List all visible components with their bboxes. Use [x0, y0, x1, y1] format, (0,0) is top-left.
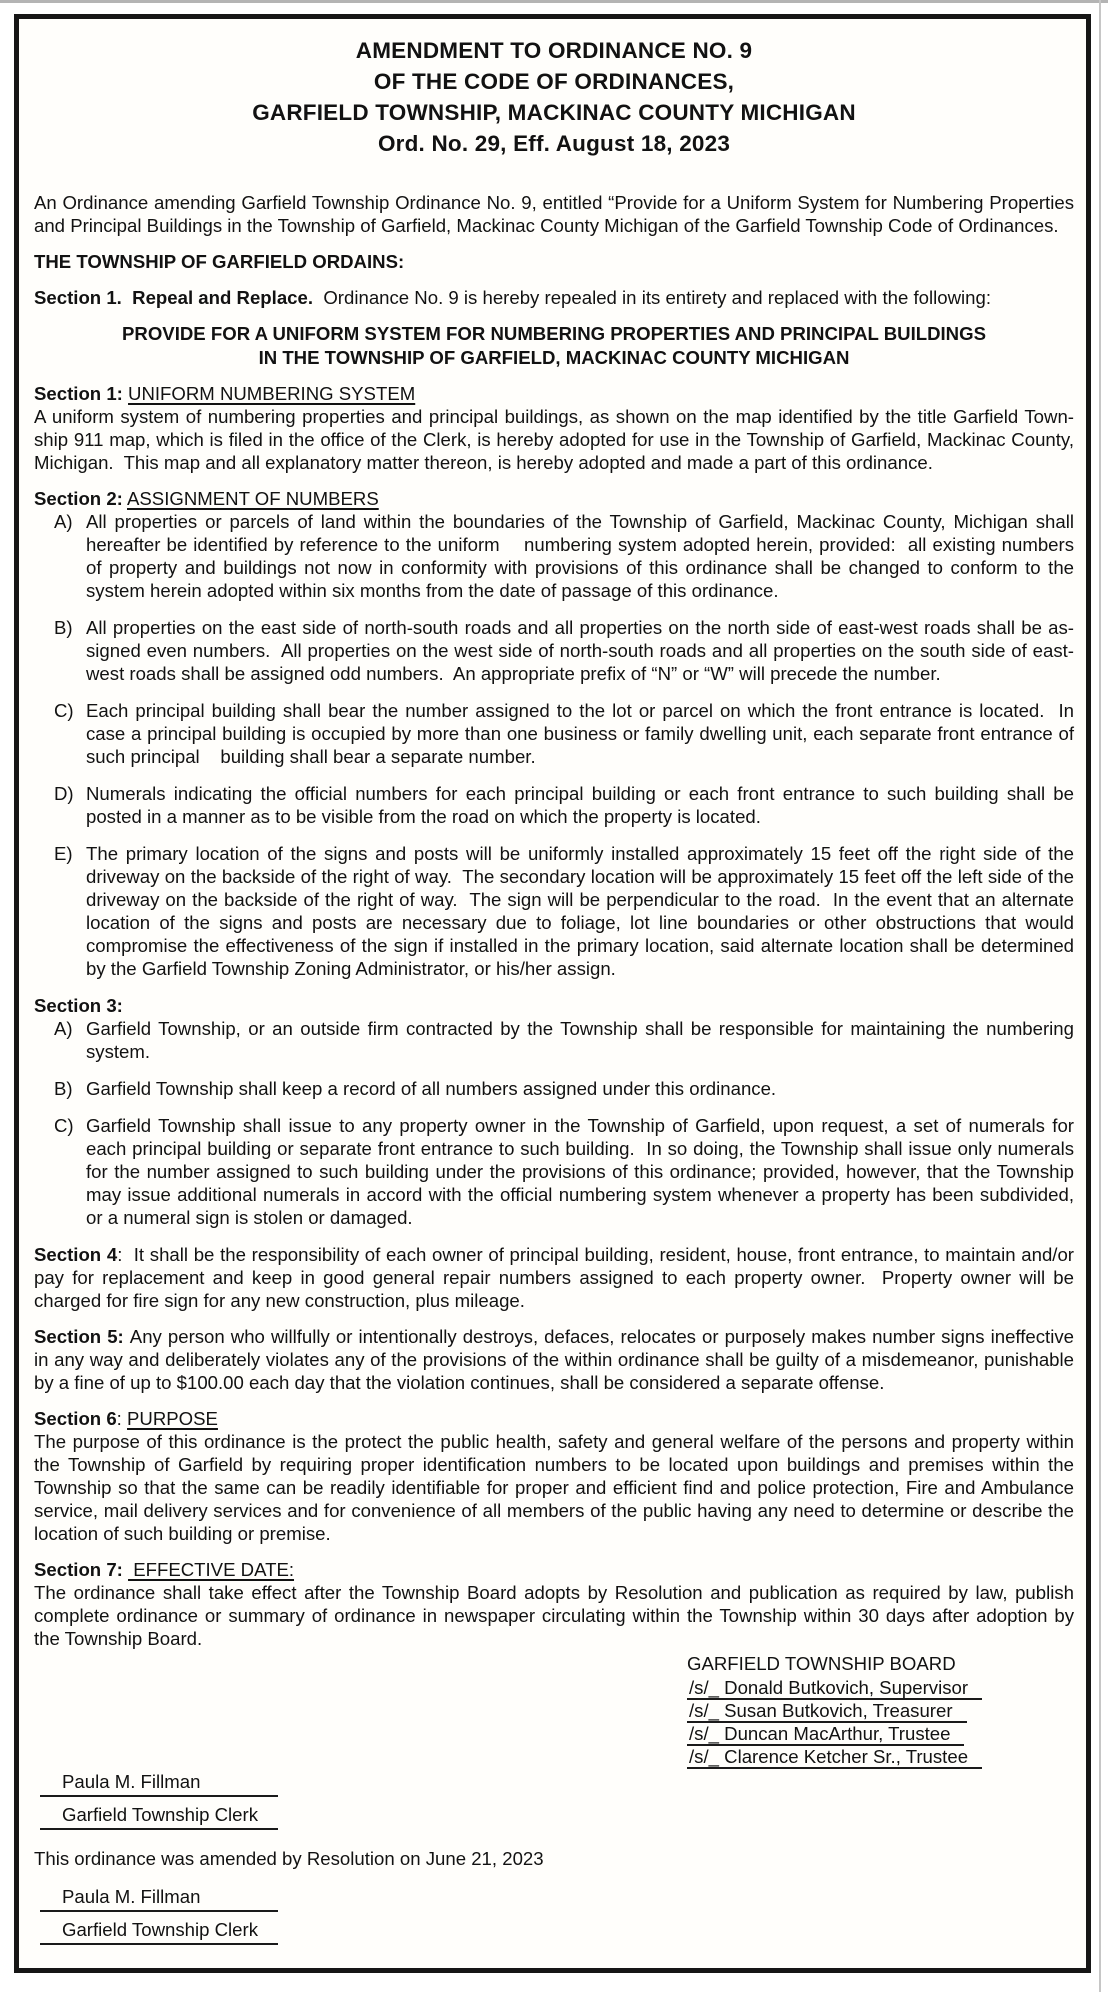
item-text: The primary location of the signs and posts will be uniformly installed approximately 15 feet off the right side of the driveway on the backside of the right of way. The secondary location will be approximately 15 feet off the left side of the driveway on the backside of the right of way. The sign will be perpendicular to the road. In the event that an alternate location of the signs and posts are necessary due to foliage, lot line boundaries or other obstructions that would compromise the effectiveness of the sign if installed in the primary location, said alternate location shall be determined by the Garfield Township Zoning Administrator, or his/her assign.: [86, 843, 1074, 979]
item-text: Numerals indicating the official numbers for each principal building or each front entrance to such building shall be posted in a manner as to be visible from the road on which the property is located.: [86, 783, 1074, 827]
title-line-1: AMENDMENT TO ORDINANCE NO. 9: [355, 38, 753, 63]
provide-heading-line-2: IN THE TOWNSHIP OF GARFIELD, MACKINAC COUNTY MICHIGAN: [258, 347, 850, 368]
item-marker: D): [54, 783, 74, 804]
signature-line-supervisor: /s/_ Donald Butkovich, Supervisor: [687, 1678, 982, 1700]
section-7-body: The ordinance shall take effect after the Township Board adopts by Resolution and publication as required by law, publish complete ordinance or summary of ordinance in newspaper circulating within the Township within 30 days after adoption by the Township Board.: [34, 1582, 1074, 1649]
section-5-paragraph: [34, 1325, 1074, 1394]
section-2-item-d: [34, 782, 1074, 828]
intro-paragraph: An Ordinance amending Garfield Township Ordinance No. 9, entitled “Provide for a Uniform System for Numbering Properties and Principal Buildings in the Township of Garfield, Mackinac County Michigan of the Garfield Township Code of Ordinances.: [34, 192, 1074, 236]
signature-row: [687, 1699, 1074, 1722]
ordains-heading: THE TOWNSHIP OF GARFIELD ORDAINS:: [34, 251, 405, 272]
clerk-name-line: Paula M. Fillman: [40, 1885, 278, 1912]
section-1-heading-text: UNIFORM NUMBERING SYSTEM: [128, 383, 416, 404]
section-4-text: : It shall be the responsibility of each owner of principal building, resident, house, front entrance, to maintain and/or pay for replacement and keep in good general repair numbers assigned to each property owner. Property owner will be charged for fire sign for any new construction, plus mileage.: [34, 1244, 1075, 1311]
section-1-heading: [34, 382, 1074, 405]
clerk-title-line: Garfield Township Clerk: [40, 1803, 278, 1830]
signature-line-trustee-1: /s/_ Duncan MacArthur, Trustee: [687, 1724, 964, 1746]
section-3-item-c: [34, 1114, 1074, 1229]
section-1-label: Section 1:: [34, 383, 123, 404]
board-title: GARFIELD TOWNSHIP BOARD: [687, 1653, 956, 1674]
signature-line-treasurer: /s/_ Susan Butkovich, Treasurer: [687, 1701, 967, 1723]
section-6-heading-text: PURPOSE: [127, 1408, 218, 1429]
item-marker: B): [54, 617, 73, 638]
clerk-name-row: [40, 1885, 1074, 1912]
section-6-separator: :: [116, 1408, 128, 1429]
title-line-4: Ord. No. 29, Eff. August 18, 2023: [377, 131, 731, 156]
section-4-label: Section 4: [34, 1244, 118, 1265]
amended-note: This ordinance was amended by Resolution on June 21, 2023: [34, 1848, 544, 1869]
clerk-title-line: Garfield Township Clerk: [40, 1918, 278, 1945]
section-2-item-e: [34, 842, 1074, 980]
item-text: All properties or parcels of land within the boundaries of the Township of Garfield, Mackinac County, Michigan shall hereafter be identified by reference to the uniform numbering system adopted herein, provided: all existing numbers of property and buildings not now in conformity with provisions of this ordinance shall be changed to conform to the system herein adopted within six months from the date of passage of this ordinance.: [86, 511, 1074, 601]
signature-line-trustee-2: /s/_ Clarence Ketcher Sr., Trustee: [687, 1747, 982, 1769]
item-marker: A): [54, 511, 73, 532]
section-1-repeal-paragraph: [34, 286, 1074, 309]
item-marker: C): [54, 1115, 74, 1136]
section-6-body: The purpose of this ordinance is the protect the public health, safety and general welfare of the persons and property within the Township of Garfield by requiring proper identification numbers to be located upon buildings and premises within the Township so that the same can be readily identifiable for proper and efficient find and police protection, Fire and Ambulance service, mail delivery services and for convenience of all members of the public having any need to determine or describe the location of such building or premise.: [34, 1431, 1074, 1544]
section-6-label: Section 6: [34, 1408, 117, 1429]
board-signature-block: [687, 1652, 1074, 1768]
clerk-signature-block-1: [40, 1770, 1074, 1830]
section-2-item-b: [34, 616, 1074, 685]
section-2-item-a: [34, 510, 1074, 602]
section-1-repeal-text: Ordinance No. 9 is hereby repealed in its entirety and replaced with the following:: [313, 287, 992, 308]
item-text: Garfield Township, or an outside firm contracted by the Township shall be responsible for maintaining the numbering system.: [86, 1018, 1074, 1062]
item-text: Garfield Township shall keep a record of all numbers assigned under this ordinance.: [86, 1078, 777, 1099]
item-marker: C): [54, 700, 74, 721]
title-line-2: OF THE CODE OF ORDINANCES,: [373, 69, 735, 94]
provide-heading-line-1: PROVIDE FOR A UNIFORM SYSTEM FOR NUMBERING PROPERTIES AND PRINCIPAL BUILDINGS: [122, 323, 986, 344]
item-text: All properties on the east side of north-south roads and all properties on the north side of east-west roads shall be assigned even numbers. All properties on the west side of north-south roads and all properties on the south side of east-west roads shall be assigned odd numbers. An appropriate prefix of “N” or “W” will precede the number.: [86, 617, 1074, 684]
scan-artifact-top: [0, 0, 1108, 3]
clerk-title-row: [40, 1918, 1074, 1945]
signature-row: [687, 1676, 1074, 1699]
section-2-item-c: [34, 699, 1074, 768]
ordinance-document: [14, 14, 1091, 1973]
item-marker: A): [54, 1018, 73, 1039]
clerk-name-line: Paula M. Fillman: [40, 1770, 278, 1797]
section-6-heading: [34, 1407, 1074, 1430]
clerk-signature-block-2: [40, 1885, 1074, 1945]
section-7-label: Section 7:: [34, 1559, 123, 1580]
section-2-heading: [34, 487, 1074, 510]
provide-heading: [34, 322, 1074, 370]
section-3-item-b: [34, 1077, 1074, 1100]
section-3-heading: Section 3:: [34, 995, 123, 1016]
section-2-heading-text: ASSIGNMENT OF NUMBERS: [127, 488, 379, 509]
item-marker: E): [54, 843, 73, 864]
item-marker: B): [54, 1078, 73, 1099]
clerk-name-row: [40, 1770, 1074, 1797]
item-text: Garfield Township shall issue to any property owner in the Township of Garfield, upon request, a set of numerals for each principal building or separate front entrance to such building. In so doing, the Township shall issue only numerals for the number assigned to such building under the provisions of this ordinance; provided, however, that the Township may issue additional numerals in accord with the official numbering system whenever a property has been subdivided, or a numeral sign is stolen or damaged.: [86, 1115, 1074, 1228]
section-4-paragraph: [34, 1243, 1074, 1312]
section-5-text: Any person who willfully or intentionally destroys, defaces, relocates or purposely makes number signs ineffective in any way and deliberately violates any of the provisions of the within ordinance shall be guilty of a misdemeanor, punishable by a fine of up to $100.00 each day that the violation continues, shall be considered a separate offense.: [34, 1326, 1074, 1393]
scan-artifact-right: [1099, 0, 1101, 1992]
section-1-body: A uniform system of numbering properties and principal buildings, as shown on the map identified by the title Garfield Township 911 map, which is filed in the office of the Clerk, is hereby adopted for use in the Township of Garfield, Mackinac County, Michigan. This map and all explanatory matter thereon, is hereby adopted and made a part of this ordinance.: [34, 406, 1074, 473]
item-text: Each principal building shall bear the number assigned to the lot or parcel on which the front entrance is located. In case a principal building is occupied by more than one business or family dwelling unit, each separate front entrance of such principal building shall bear a separate number.: [86, 700, 1074, 767]
signature-row: [687, 1722, 1074, 1745]
document-title: [34, 35, 1074, 159]
clerk-title-row: [40, 1803, 1074, 1830]
signature-row: [687, 1745, 1074, 1768]
section-5-label: Section 5:: [34, 1326, 124, 1347]
section-1-repeal-label: Section 1. Repeal and Replace.: [34, 287, 314, 308]
section-7-heading: [34, 1558, 1074, 1581]
section-3-item-a: [34, 1017, 1074, 1063]
section-7-heading-text: EFFECTIVE DATE:: [128, 1559, 295, 1580]
section-2-label: Section 2:: [34, 488, 123, 509]
title-line-3: GARFIELD TOWNSHIP, MACKINAC COUNTY MICHIGAN: [252, 100, 856, 125]
